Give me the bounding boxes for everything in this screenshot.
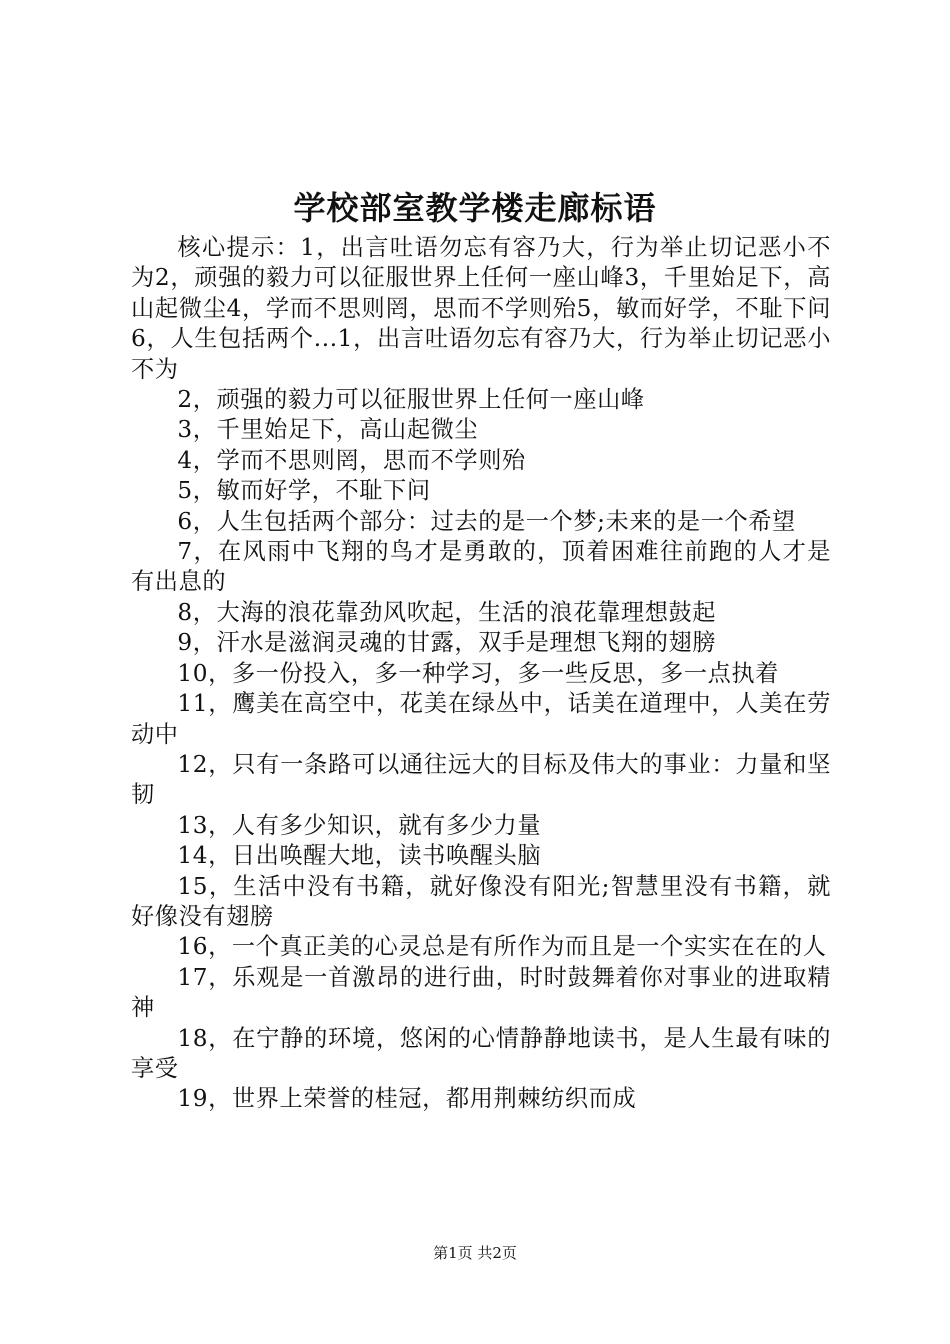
slogan-item: 6，人生包括两个部分：过去的是一个梦;未来的是一个希望 [177, 507, 796, 535]
document-body [131, 233, 831, 1115]
slogan-item: 4，学而不思则罔，思而不学则殆 [177, 446, 526, 474]
slogan-item: 11，鹰美在高空中，花美在绿丛中，话美在道理中，人美在劳动中 [131, 690, 831, 748]
slogan-item: 13，人有多少知识，就有多少力量 [177, 811, 542, 839]
slogan-item: 2，顽强的毅力可以征服世界上任何一座山峰 [177, 386, 645, 414]
slogan-item: 18，在宁静的环境，悠闲的心情静静地读书，是人生最有味的享受 [131, 1024, 831, 1082]
slogan-item: 15，生活中没有书籍，就好像没有阳光;智慧里没有书籍，就好像没有翅膀 [131, 872, 831, 930]
slogan-item: 8，大海的浪花靠劲风吹起，生活的浪花靠理想鼓起 [177, 598, 717, 626]
page-footer: 第1页 共2页 [433, 1244, 517, 1262]
slogan-item: 7，在风雨中飞翔的鸟才是勇敢的，顶着困难往前跑的人才是有出息的 [131, 538, 831, 596]
slogan-item: 14，日出唤醒大地，读书唤醒头脑 [177, 842, 542, 870]
slogan-item: 12，只有一条路可以通往远大的目标及伟大的事业：力量和坚韧 [131, 750, 831, 809]
slogan-item: 19，世界上荣誉的桂冠，都用荆棘纺织而成 [177, 1085, 637, 1113]
page-title: 学校部室教学楼走廊标语 [293, 189, 657, 227]
slogan-item: 17，乐观是一首激昂的进行曲，时时鼓舞着你对事业的进取精神 [131, 963, 831, 1022]
paragraph-intro: 核心提示：1，出言吐语勿忘有容乃大，行为举止切记恶小不为2，顽强的毅力可以征服世界上任何一座山峰3，千里始足下，高山起微尘4，学而不思则罔，思而不学则殆5，敏而好学，不耻下问6，人生包括两个...1，出言吐语勿忘有容乃大，行为举止切记恶小不为 [131, 234, 831, 383]
slogan-item: 10，多一份投入，多一种学习，多一些反思，多一点执着 [177, 659, 779, 687]
slogan-item: 3，千里始足下，高山起微尘 [177, 416, 479, 444]
slogan-item: 5，敏而好学，不耻下问 [177, 477, 431, 505]
slogan-item: 9，汗水是滋润灵魂的甘露，双手是理想飞翔的翅膀 [177, 629, 717, 657]
slogan-item: 16，一个真正美的心灵总是有所作为而且是一个实实在在的人 [177, 933, 827, 961]
